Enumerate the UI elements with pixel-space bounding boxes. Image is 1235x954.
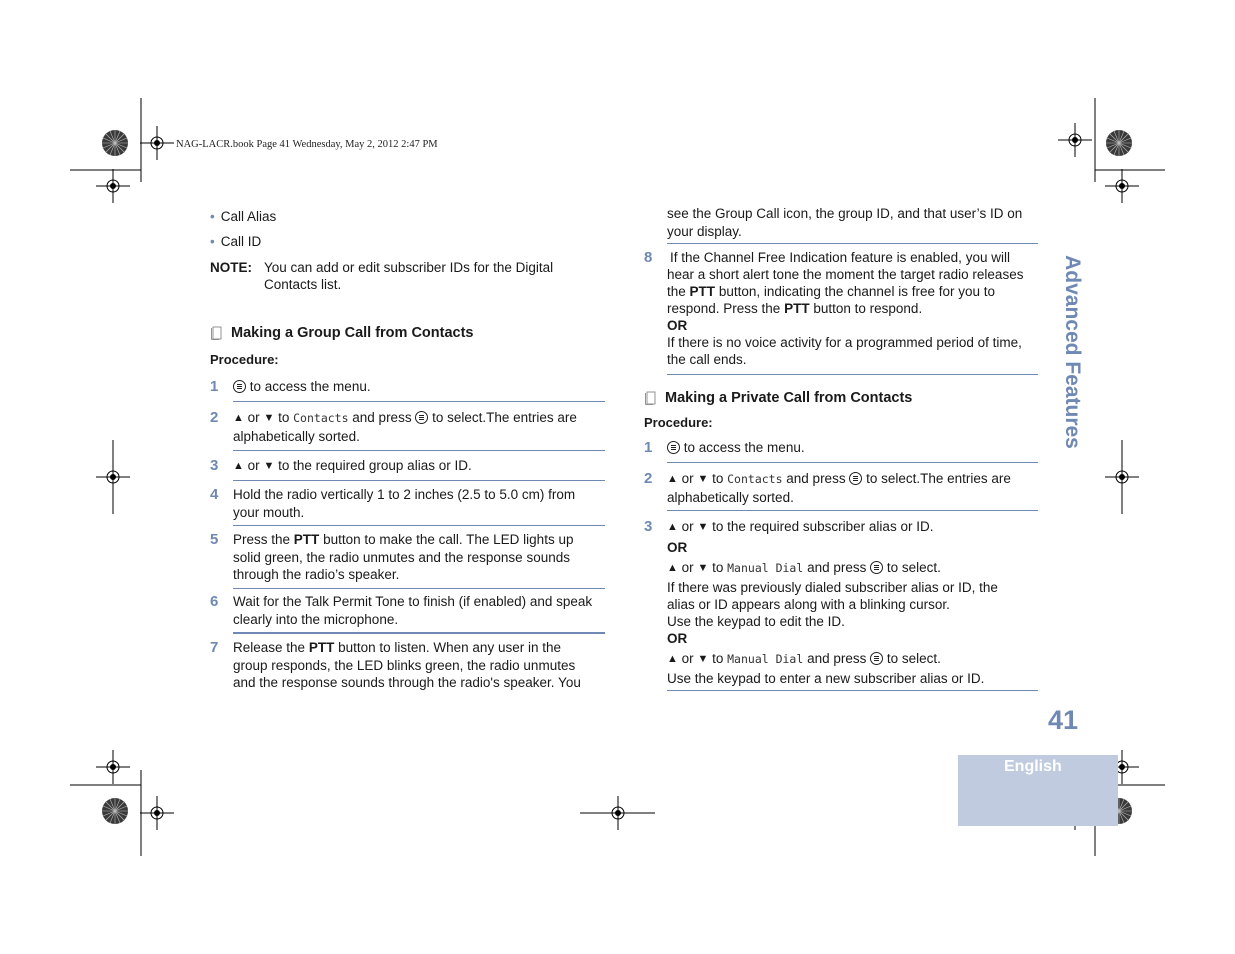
bullet-icon: • [210, 234, 215, 249]
step-1: 1 to access the menu. [644, 439, 805, 456]
step-divider [233, 632, 605, 634]
step-8: 8 If the Channel Free Indication feature is enabled, you will hear a short alert tone the moment the target radio releases the PTT button, indicating the channel is free for you to respond. Press the PTT button to respond. OR If there is no voice activity for a programmed period of time, the call ends. [644, 249, 1024, 367]
step-7: 7 Release the PTT button to listen. When any user in the group responds, the LED blinks green, the radio unmutes and the response sounds through the radio's speaker. You [210, 639, 581, 690]
step-divider [667, 510, 1038, 511]
step-4: 4 Hold the radio vertically 1 to 2 inches (2.5 to 5.0 cm) from your mouth. [210, 486, 576, 520]
down-arrow-icon: ▼ [263, 460, 275, 472]
menu-ok-button-icon [849, 472, 862, 485]
menu-ok-button-icon [667, 441, 680, 454]
menu-ok-button-icon [870, 561, 883, 574]
down-arrow-icon: ▼ [697, 521, 709, 533]
or-label: OR [667, 318, 688, 333]
menu-item-contacts: Contacts [293, 411, 349, 425]
step-divider [233, 401, 605, 402]
step-3: 3 ▲ or ▼ to the required group alias or ID. [210, 457, 472, 474]
step-divider [667, 374, 1038, 375]
step-1: 1 to access the menu. [210, 378, 371, 395]
up-arrow-icon: ▲ [667, 521, 678, 533]
or-label: OR [667, 540, 688, 555]
bullet-item: • Call ID [210, 234, 262, 249]
step-divider [233, 588, 605, 589]
section-heading-private-call: Making a Private Call from Contacts [645, 390, 912, 406]
step-2: 2 ▲ or ▼ to Contacts and press to select.The entries are alphabetically sorted. [210, 409, 577, 444]
procedure-label: Procedure: [210, 352, 279, 367]
up-arrow-icon: ▲ [233, 460, 244, 472]
up-arrow-icon: ▲ [667, 653, 678, 665]
down-arrow-icon: ▼ [263, 412, 275, 424]
step-7-continuation: see the Group Call icon, the group ID, and that user’s ID on your display. [667, 206, 1023, 239]
up-arrow-icon: ▲ [233, 412, 244, 424]
down-arrow-icon: ▼ [697, 473, 709, 485]
down-arrow-icon: ▼ [697, 653, 709, 665]
down-arrow-icon: ▼ [697, 562, 709, 574]
page-number: 41 [1048, 705, 1079, 735]
step-divider [667, 462, 1038, 463]
step-6: 6 Wait for the Talk Permit Tone to finish (if enabled) and speak clearly into the microphone. [210, 593, 593, 627]
or-label: OR [667, 631, 688, 646]
step-divider [233, 525, 605, 526]
language-tab-label: English [1004, 758, 1062, 775]
step-divider [233, 480, 605, 481]
menu-ok-button-icon [870, 652, 883, 665]
step-divider [667, 243, 1038, 244]
step-3: 3 ▲ or ▼ to the required subscriber alias or ID. OR ▲ or ▼ to Manual Dial and press to select. If there was previously dialed subscriber alias or ID, the alias or ID appears along with a blinking cursor. Use the keypad to edit the ID. OR ▲ or ▼ to Manual Dial and press to select. Use the keypad to enter a new subscriber alias or ID. [644, 518, 998, 686]
menu-item-manual-dial: Manual Dial [727, 561, 804, 575]
bullet-icon: • [210, 209, 215, 224]
chapter-side-title: Advanced Features [1061, 255, 1084, 449]
menu-ok-button-icon [415, 411, 428, 424]
up-arrow-icon: ▲ [667, 562, 678, 574]
book-icon [645, 391, 656, 405]
step-divider [667, 690, 1038, 691]
step-2: 2 ▲ or ▼ to Contacts and press to select.The entries are alphabetically sorted. [644, 470, 1011, 505]
step-divider [233, 450, 605, 451]
bullet-item: • Call Alias [210, 209, 277, 224]
section-heading-group-call: Making a Group Call from Contacts [211, 325, 474, 341]
step-5: 5 Press the PTT button to make the call. The LED lights up solid green, the radio unmutes and the response sounds through the radio’s speaker. [210, 531, 574, 582]
menu-item-manual-dial: Manual Dial [727, 652, 804, 666]
menu-ok-button-icon [233, 380, 246, 393]
procedure-label: Procedure: [644, 415, 713, 430]
book-icon [211, 326, 222, 340]
note-block: NOTE: You can add or edit subscriber IDs for the Digital Contacts list. [210, 260, 554, 292]
note-label: NOTE: [210, 260, 252, 275]
up-arrow-icon: ▲ [667, 473, 678, 485]
menu-item-contacts: Contacts [727, 472, 783, 486]
print-header-line: NAG-LACR.book Page 41 Wednesday, May 2, 2012 2:47 PM [176, 139, 438, 150]
